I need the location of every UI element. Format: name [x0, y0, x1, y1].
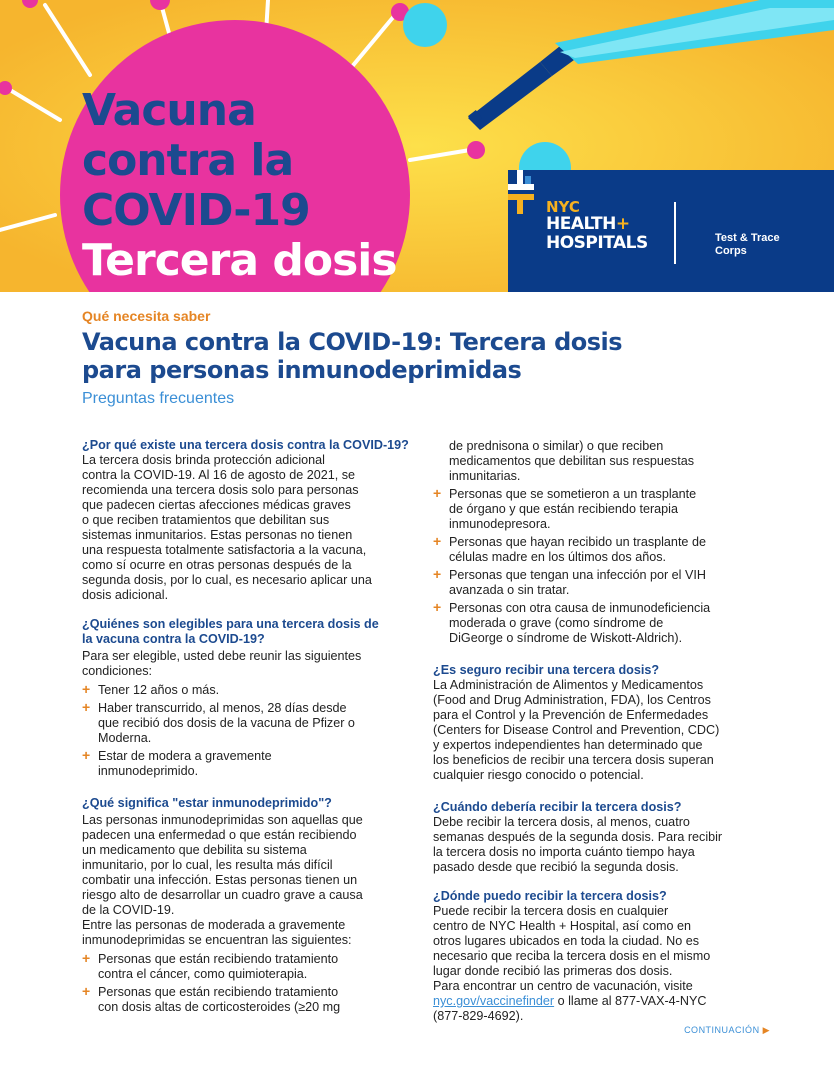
text-line: + Personas que hayan recibido un trasplante de: [449, 535, 706, 549]
text-line: segunda dosis, por lo cual, es necesario aplicar una: [82, 573, 372, 587]
text-line: Puede recibir la tercera dosis en cualquier: [433, 904, 669, 918]
list-item: [82, 683, 410, 698]
brand-nyc: NYC: [546, 198, 580, 216]
text-line: un medicamento que debilita su sistema: [82, 843, 307, 857]
text-line: que padecen ciertas afecciones médicas graves: [82, 498, 351, 512]
page-title-line-1: Vacuna contra la COVID-19: Tercera dosis: [82, 328, 623, 356]
text-line: una respuesta totalmente satisfactoria a la vacuna,: [82, 543, 367, 557]
text-line: + Personas que están recibiendo tratamiento: [98, 952, 339, 966]
text-line: o que reciben tratamientos que debilitan sus: [82, 513, 330, 527]
list-item: [433, 535, 759, 565]
text-line: sistemas inmunitarios. Estas personas no tienen: [82, 528, 353, 542]
brand-hospitals: HOSPITALS: [546, 233, 648, 253]
text-line: la vacuna contra la COVID-19?: [82, 632, 265, 646]
list-item: [82, 952, 410, 982]
text-line: padecen una enfermedad o que están recibiendo: [82, 828, 357, 842]
text-line: centro de NYC Health + Hospital, así como en: [433, 919, 691, 933]
brand-ttc-line-2: Corps: [715, 245, 747, 257]
text-line: lugar donde recibió las primeras dos dosis.: [433, 964, 673, 978]
question-is-safe: ¿Es seguro recibir una tercera dosis?: [433, 663, 660, 677]
answer-is-safe: [433, 678, 759, 783]
text-line: inmunitarias.: [449, 469, 521, 483]
text-line: cualquier riesgo conocido o potencial.: [433, 768, 644, 782]
text-line: condiciones:: [82, 664, 153, 678]
text-line: necesario que reciba la tercera dosis en el mismo: [433, 949, 711, 963]
text-line: moderada o grave (como síndrome de: [449, 616, 664, 630]
text-line: + Personas que están recibiendo tratamiento: [98, 985, 339, 999]
text-line: inmunodeprimidas se encuentran las siguientes:: [82, 933, 352, 947]
text-line: dosis adicional.: [82, 588, 169, 602]
text-line: + Personas que se sometieron a un trasplante: [449, 487, 697, 501]
text-line: inmunitario, por lo cual, les resulta más difícil: [82, 858, 333, 872]
text-line: de órgano y que están recibiendo terapia: [449, 502, 678, 516]
question-who-eligible: [82, 617, 410, 647]
hero-title: [82, 86, 397, 286]
kicker: Qué necesita saber: [82, 308, 211, 324]
list-continuation: [433, 439, 759, 484]
text-line: DiGeorge o síndrome de Wiskott-Aldrich).: [449, 631, 683, 645]
text-line: (Food and Drug Administration, FDA), los Centros: [433, 693, 711, 707]
brand-bar: [508, 170, 834, 292]
answer-where: [433, 904, 759, 1024]
text-line: riesgo alto de desarrollar un cuadro grave a causa: [82, 888, 363, 902]
continue-label: [684, 1025, 770, 1036]
list-item: [82, 701, 410, 746]
brand-health-hospitals: [546, 215, 648, 253]
question-where: ¿Dónde puedo recibir la tercera dosis?: [433, 889, 667, 903]
text-line: de prednisona o similar) o que reciben: [449, 439, 664, 453]
immunocompromised-list-continued: [433, 487, 759, 646]
answer-when: [433, 815, 759, 875]
answer-why-third-dose: [82, 453, 410, 603]
text-line: Las personas inmunodeprimidas son aquellas que: [82, 813, 363, 827]
text-line: con dosis altas de corticosteroides (≥20 mg: [98, 1000, 341, 1014]
text-line: La tercera dosis brinda protección adicional: [82, 453, 325, 467]
text-line: Moderna.: [98, 731, 152, 745]
text-line: + Tener 12 años o más.: [98, 683, 220, 697]
left-column: [82, 438, 410, 1015]
text-line: (877-829-4692).: [433, 1009, 524, 1023]
call-text: o llame al 877-VAX-4-NYC: [554, 994, 707, 1008]
vaccine-finder-link[interactable]: nyc.gov/vaccinefinder: [433, 994, 555, 1008]
continue-text: CONTINUACIÓN: [684, 1025, 760, 1035]
text-line: los beneficios de recibir una tercera dosis superan: [433, 753, 714, 767]
right-column: [433, 439, 759, 1024]
text-line: inmunodepresora.: [449, 517, 551, 531]
text-line: y expertos independientes han determinado que: [433, 738, 703, 752]
hero-title-line-2: contra la: [82, 135, 294, 186]
question-why-third-dose: ¿Por qué existe una tercera dosis contra la COVID-19?: [82, 438, 409, 452]
text-line: + Personas que tengan una infección por el VIH: [449, 568, 706, 582]
brand-health: HEALTH: [546, 214, 616, 234]
test-trace-corps-logo-icon: [508, 170, 534, 214]
list-item: [82, 985, 410, 1015]
answer-immunocompromised: [82, 813, 410, 948]
brand-ttc-line-1: Test & Trace: [715, 232, 780, 244]
text-line: contra el cáncer, como quimioterapia.: [98, 967, 308, 981]
faq-label: Preguntas frecuentes: [82, 390, 235, 407]
eligibility-list: [82, 683, 410, 779]
text-line: combatir una infección. Estas personas tienen un: [82, 873, 358, 887]
text-line: Entre las personas de moderada a gravemente: [82, 918, 346, 932]
question-immunocompromised: ¿Qué significa "estar inmunodeprimido"?: [82, 796, 332, 810]
text-line: (Centers for Disease Control and Prevention, CDC): [433, 723, 720, 737]
text-line: inmunodeprimido.: [98, 764, 199, 778]
list-item: [433, 601, 759, 646]
list-item: [433, 487, 759, 532]
page-title: [82, 328, 682, 384]
text-line: Para encontrar un centro de vacunación, visite: [433, 979, 693, 993]
text-line: La Administración de Alimentos y Medicamentos: [433, 678, 704, 692]
text-line: que recibió dos dosis de la vacuna de Pfizer o: [98, 716, 355, 730]
hero-title-line-4: Tercera dosis: [82, 235, 397, 286]
text-line: ¿Quiénes son elegibles para una tercera dosis de: [82, 617, 379, 631]
text-line: [433, 994, 759, 1009]
text-line: + Haber transcurrido, al menos, 28 días desde: [98, 701, 347, 715]
text-line: avanzada o sin tratar.: [449, 583, 570, 597]
brand-plus: +: [615, 214, 630, 234]
text-line: Debe recibir la tercera dosis, al menos, cuatro: [433, 815, 690, 829]
text-line: de la COVID-19.: [82, 903, 175, 917]
question-when: ¿Cuándo debería recibir la tercera dosis?: [433, 800, 682, 814]
text-line: otros lugares ubicados en toda la ciudad. No es: [433, 934, 700, 948]
text-line: medicamentos que debilitan sus respuestas: [449, 454, 695, 468]
text-line: para el Control y la Prevención de Enfermedades: [433, 708, 709, 722]
answer-who-eligible: [82, 649, 410, 679]
text-line: + Personas con otra causa de inmunodeficiencia: [449, 601, 711, 615]
text-line: Para ser elegible, usted debe reunir las siguientes: [82, 649, 362, 663]
text-line: semanas después de la segunda dosis. Para recibir: [433, 830, 723, 844]
arrow-right-icon: ▶: [762, 1025, 770, 1035]
text-line: contra la COVID-19. Al 16 de agosto de 2021, se: [82, 468, 356, 482]
hero-title-line-1: Vacuna: [82, 85, 256, 136]
hero-banner: [0, 0, 834, 292]
text-line: pasado desde que recibió la segunda dosis.: [433, 860, 679, 874]
text-line: la tercera dosis no importa cuánto tiempo haya: [433, 845, 695, 859]
text-line: recomienda una tercera dosis solo para personas: [82, 483, 359, 497]
hero-title-line-3: COVID-19: [82, 185, 310, 236]
text-line: células madre en los últimos dos años.: [449, 550, 667, 564]
list-item: [433, 568, 759, 598]
brand-test-trace-corps: [715, 232, 780, 258]
list-item: [82, 749, 410, 779]
page-title-line-2: para personas inmunodeprimidas: [82, 356, 522, 384]
text-line: como sí ocurre en otras personas después de la: [82, 558, 352, 572]
text-line: + Estar de modera a gravemente: [98, 749, 272, 763]
brand-divider: [674, 202, 676, 264]
immunocompromised-list: [82, 952, 410, 1015]
